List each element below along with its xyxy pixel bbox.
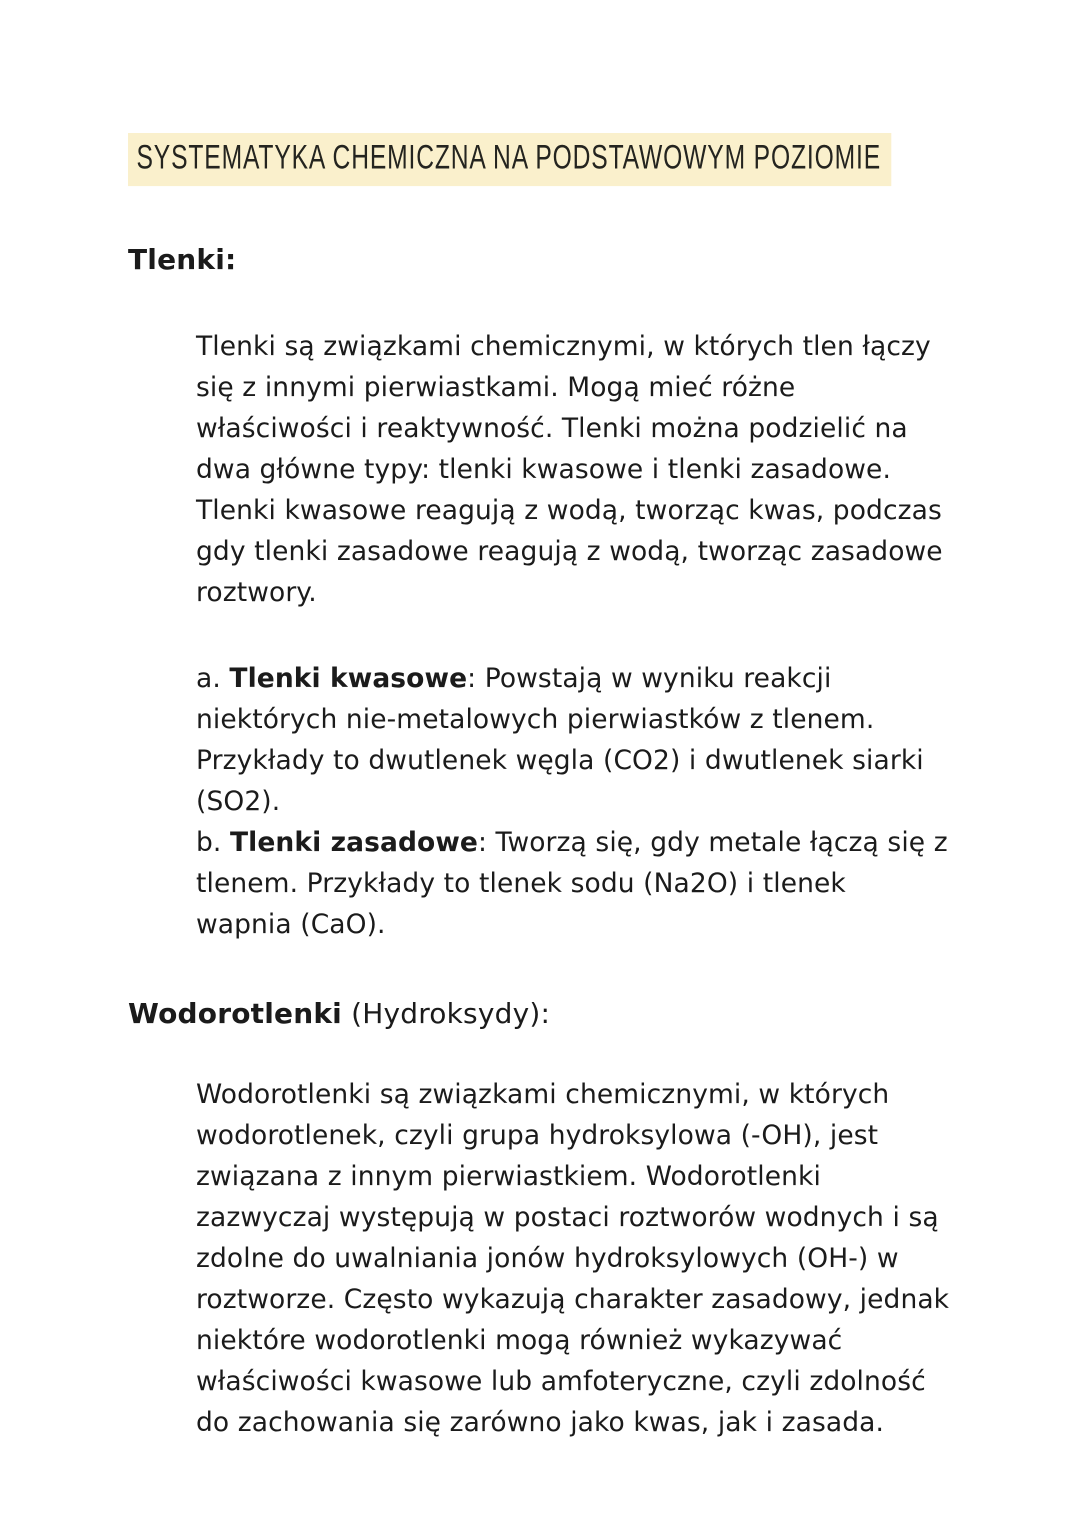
oxides-types-paragraph bbox=[196, 658, 950, 945]
oxide-item-a-term: Tlenki kwasowe bbox=[229, 663, 468, 694]
oxide-item-b-term: Tlenki zasadowe bbox=[229, 827, 478, 858]
hydroxides-heading-suffix: (Hydroksydy): bbox=[341, 997, 551, 1030]
oxide-item-a-text: : Powstają w wyniku reakcji niektórych nie-metalowych pierwiastków z tlenem. Przykłady to dwutlenek węgla (CO2) i dwutlenek siarki (SO2). bbox=[196, 663, 924, 817]
oxide-item-b-prefix: b. bbox=[196, 827, 230, 858]
section-heading-hydroxides bbox=[128, 997, 950, 1030]
oxide-item-b-text: : Tworzą się, gdy metale łączą się z tlenem. Przykłady to tlenek sodu (Na2O) i tlenek wapnia (CaO). bbox=[196, 827, 948, 940]
oxide-item-a-prefix: a. bbox=[196, 663, 230, 694]
section-heading-oxides: Tlenki: bbox=[128, 243, 237, 276]
document-title-row bbox=[128, 133, 950, 191]
hydroxides-heading-term: Wodorotlenki bbox=[128, 997, 342, 1030]
oxides-intro-paragraph: Tlenki są związkami chemicznymi, w których tlen łączy się z innymi pierwiastkami. Mogą mieć różne właściwości i reaktywność. Tlenki można podzielić na dwa główne typy: tlenki kwasowe i tlenki zasadowe. Tlenki kwasowe reagują z wodą, tworząc kwas, podczas gdy tlenki zasadowe reagują z wodą, tworząc zasadowe roztwory. bbox=[196, 331, 943, 608]
hydroxides-paragraph: Wodorotlenki są związkami chemicznymi, w których wodorotlenek, czyli grupa hydroksylowa (-OH), jest związana z innym pierwiastkiem. Wodorotlenki zazwyczaj występują w postaci roztworów wodnych i są zdolne do uwalniania jonów hydroksylowych (OH-) w roztworze. Często wykazują charakter zasadowy, jednak niektóre wodorotlenki mogą również wykazywać właściwości kwasowe lub amfoteryczne, czyli zdolność do zachowania się zarówno jako kwas, jak i zasada. bbox=[196, 1079, 950, 1438]
title-highlight bbox=[128, 133, 891, 186]
page-title: SYSTEMATYKA CHEMICZNA NA PODSTAWOWYM POZIOMIE bbox=[136, 138, 882, 177]
